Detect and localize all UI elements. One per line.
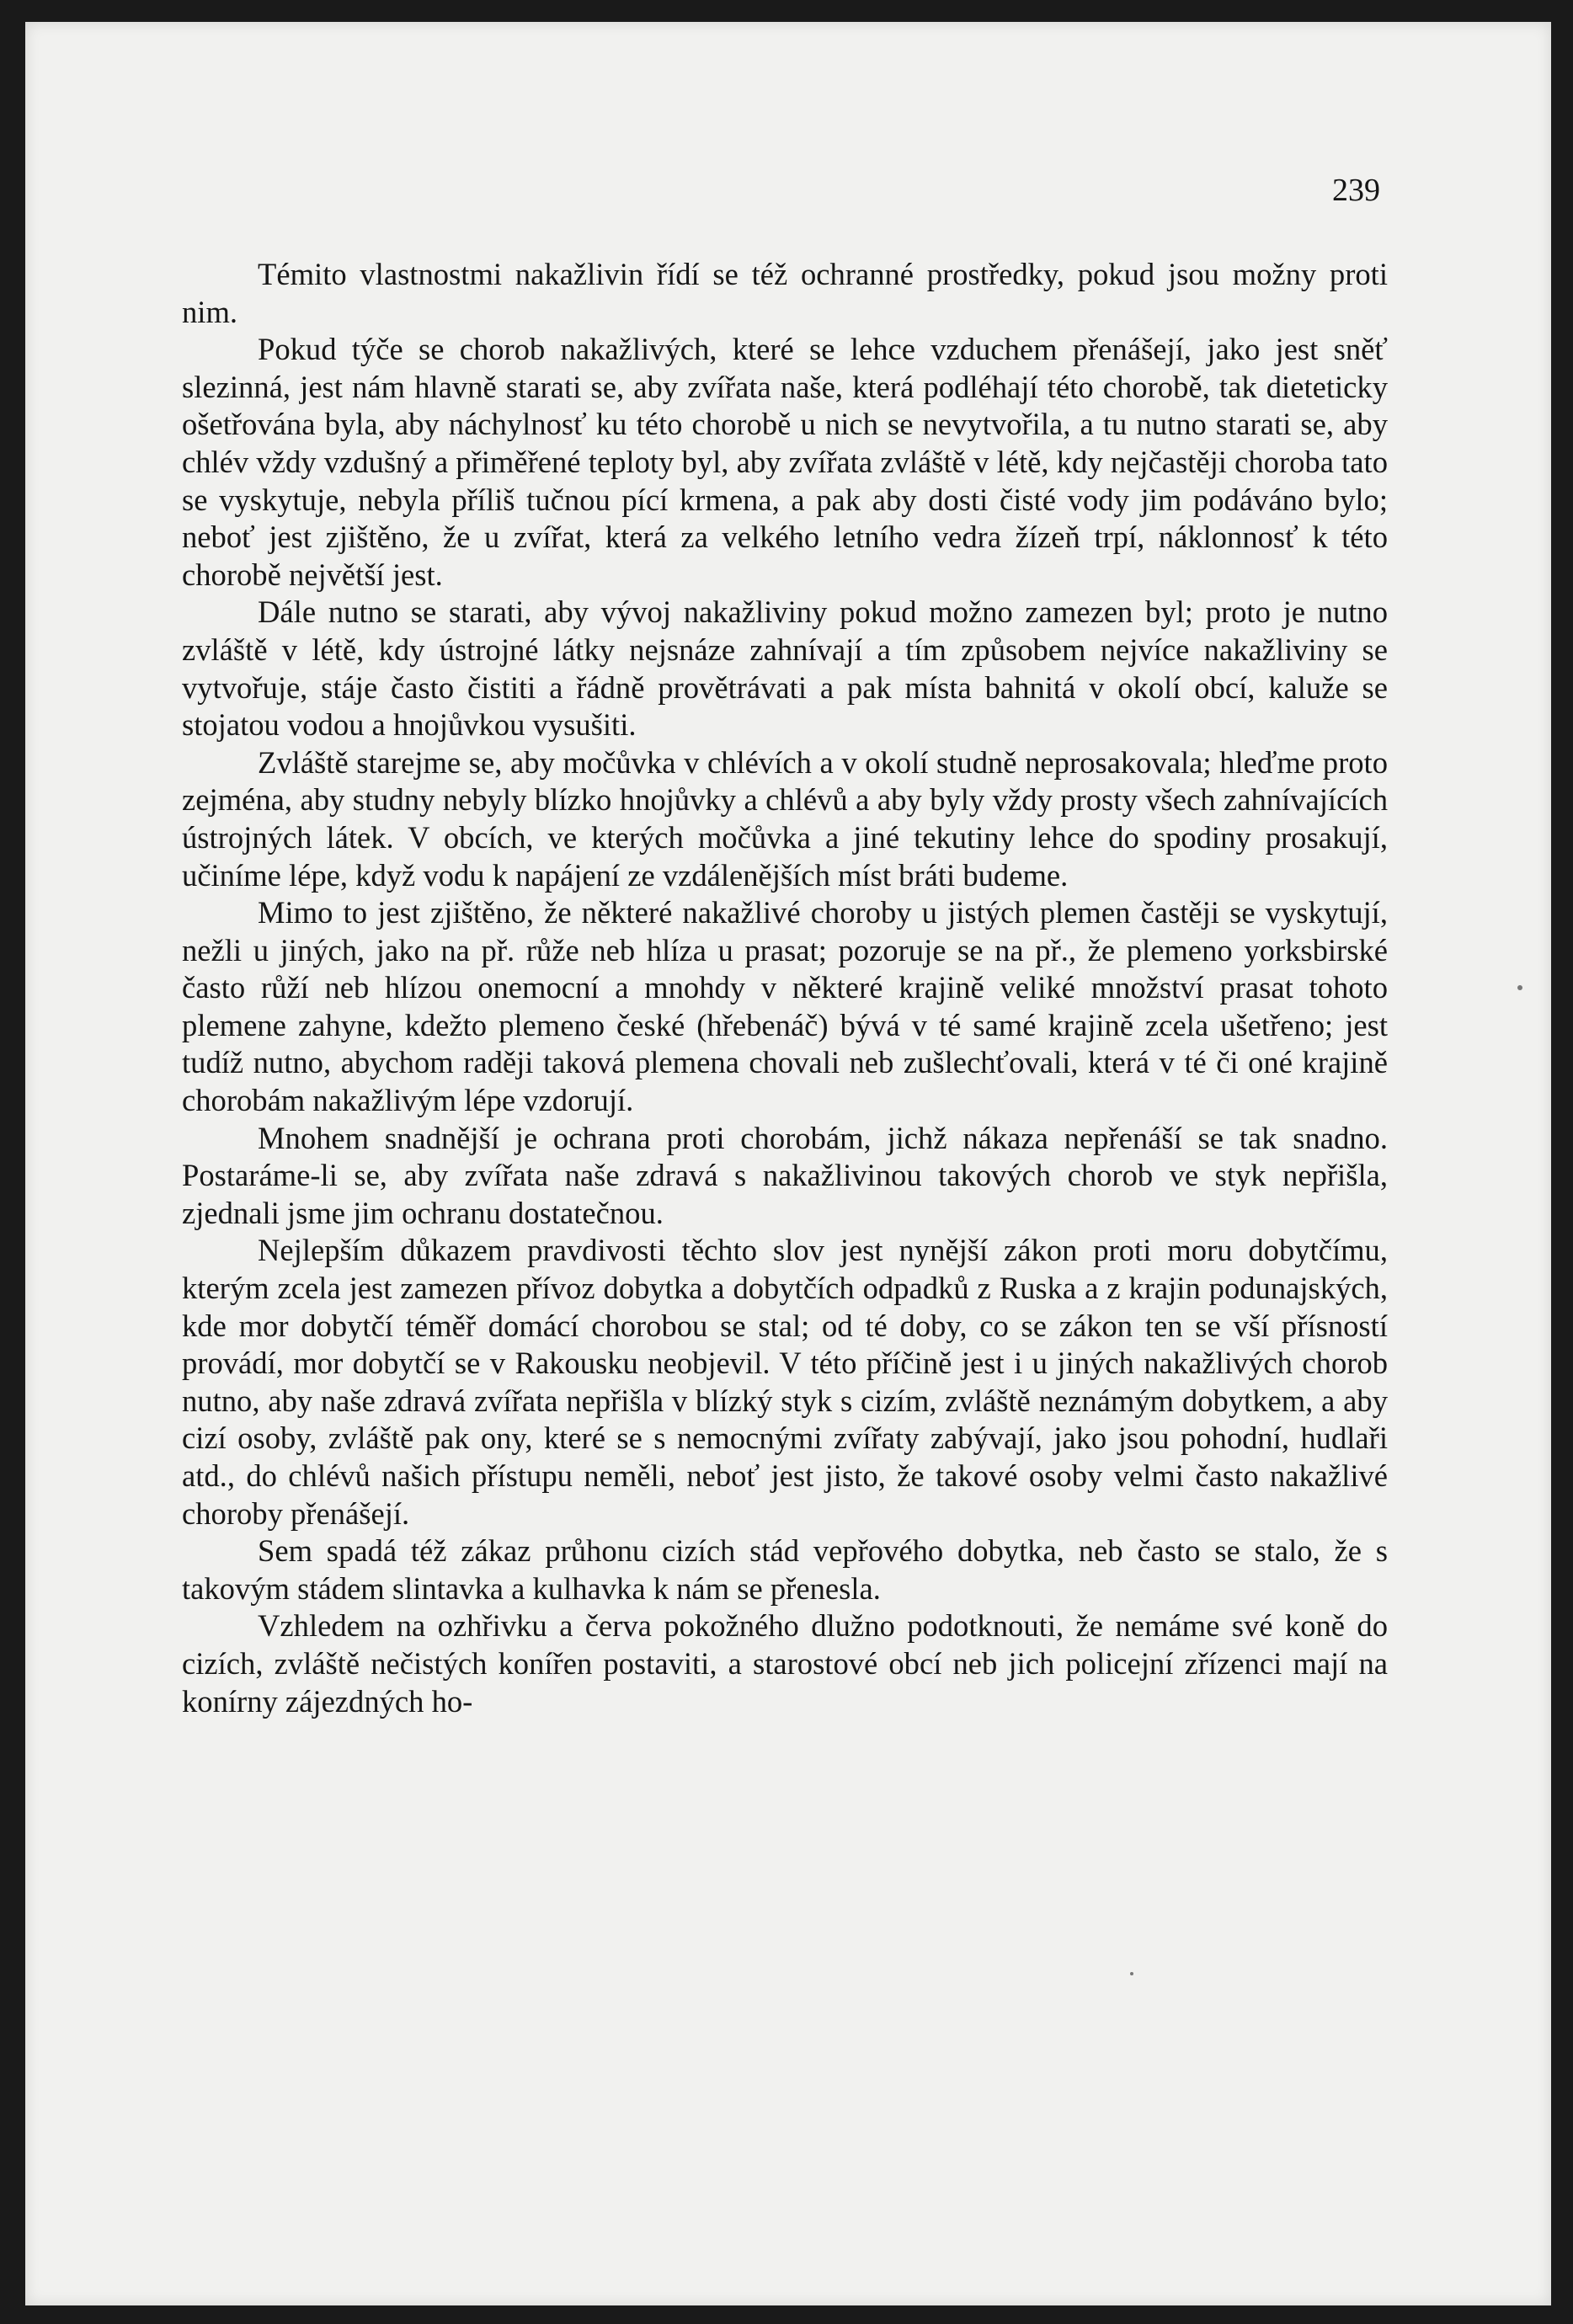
paragraph-5: Mimo to jest zjištěno, že některé nakažlivé choroby u jistých plemen častěji se vyskytují, nežli u jiných, jako na př. růže neb hlíza u prasat; pozoruje se na př., že plemeno yorksbirské často růží neb hlízou onemocní a mnohdy v některé krajině veliké množství prasat tohoto plemene zahyne, kdežto plemeno české (hřebenáč) bývá v té samé krajině zcela ušetřeno; jest tudíž nutno, abychom raději taková plemena chovali neb zušlechťovali, která v té či oné krajině chorobám nakažlivým lépe vzdorují. xyxy=(182,895,1388,1118)
scan-speck xyxy=(1517,985,1522,990)
page-number: 239 xyxy=(1332,173,1380,208)
scan-speck xyxy=(1130,1972,1133,1975)
paragraph-9: Vzhledem na ozhřivku a červa pokožného dlužno podotknouti, že nemáme své koně do cizích, zvláště nečistých konířen postaviti, a starostové obcí neb jich policejní zřízenci mají na konírny zájezdných ho- xyxy=(182,1608,1388,1719)
paragraph-3: Dále nutno se starati, aby vývoj nakažliviny pokud možno zamezen byl; proto je nutno zvláště v létě, kdy ústrojné látky nejsnáze zahnívají a tím způsobem nejvíce nakažliviny se vytvořuje, stáje často čistiti a řádně provětrávati a pak místa bahnitá v okolí obcí, kaluže se stojatou vodou a hnojůvkou vysušiti. xyxy=(182,594,1388,743)
paragraph-1: Témito vlastnostmi nakažlivin řídí se též ochranné prostředky, pokud jsou možny proti nim. xyxy=(182,257,1388,329)
paragraph-8: Sem spadá též zákaz průhonu cizích stád vepřového dobytka, neb často se stalo, že s takovým stádem slintavka a kulhavka k nám se přenesla. xyxy=(182,1533,1388,1606)
paragraph-2: Pokud týče se chorob nakažlivých, které se lehce vzduchem přenášejí, jako jest sněť slezinná, jest nám hlavně starati se, aby zvířata naše, která podléhají této chorobě, tak dieteticky ošetřována byla, aby náchylnosť ku této chorobě u nich se nevytvořila, a tu nutno starati se, aby chlév vždy vzdušný a přiměřené teploty byl, aby zvířata zvláště v létě, kdy nejčastěji choroba tato se vyskytuje, nebyla příliš tučnou pící krmena, a pak aby dosti čisté vody jim podáváno bylo; neboť jest zjištěno, že u zvířat, která za velkého letního vedra žízeň trpí, náklonnosť k této chorobě největší jest. xyxy=(182,332,1388,592)
book-page xyxy=(25,22,1551,2305)
paragraph-6: Mnohem snadnější je ochrana proti chorobám, jichž nákaza nepřenáší se tak snadno. Postaráme-li se, aby zvířata naše zdravá s nakažlivinou takových chorob ve styk nepřišla, zjednali jsme jim ochranu dostatečnou. xyxy=(182,1120,1388,1230)
body-text xyxy=(182,256,1388,1720)
paragraph-4: Zvláště starejme se, aby močůvka v chlévích a v okolí studně neprosakovala; hleďme proto zejména, aby studny nebyly blízko hnojůvky a chlévů a aby byly vždy prosty všech zahnívajících ústrojných látek. V obcích, ve kterých močůvka a jiné tekutiny lehce do spodiny prosakují, učiníme lépe, když vodu k napájení ze vzdálenějších míst bráti budeme. xyxy=(182,744,1388,893)
paragraph-7: Nejlepším důkazem pravdivosti těchto slov jest nynější zákon proti moru dobytčímu, kterým zcela jest zamezen přívoz dobytka a dobytčích odpadků z Ruska a z krajin podunajských, kde mor dobytčí téměř domácí chorobou se stal; od té doby, co se zákon ten se vší přísností provádí, mor dobytčí se v Rakousku neobjevil. V této příčině jest i u jiných nakažlivých chorob nutno, aby naše zdravá zvířata nepřišla v blízký styk s cizím, zvláště neznámým dobytkem, a aby cizí osoby, zvláště pak ony, které se s nemocnými zvířaty zabývají, jako jsou pohodní, hudlaři atd., do chlévů našich přístupu neměli, neboť jest jisto, že takové osoby velmi často nakažlivé choroby přenášejí. xyxy=(182,1233,1388,1531)
